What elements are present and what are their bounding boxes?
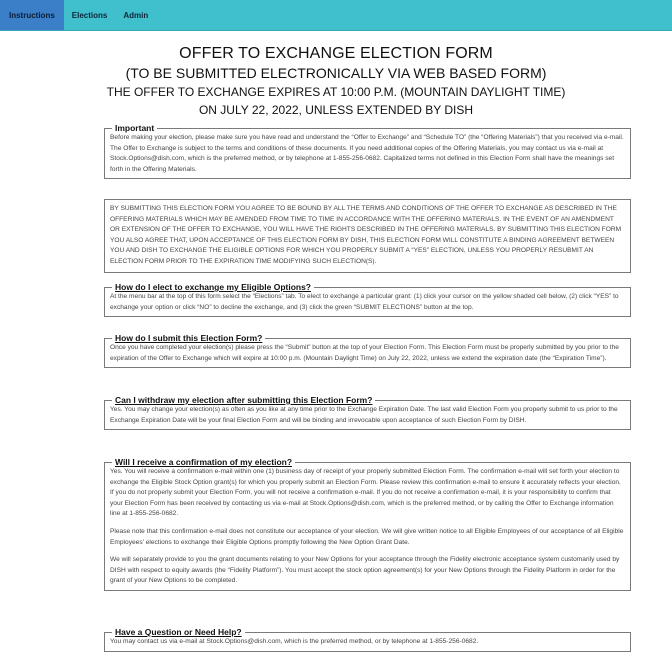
page-header — [0, 44, 672, 119]
tab-instructions[interactable]: Instructions — [0, 0, 64, 30]
how-elect-section — [104, 282, 631, 317]
how-elect-text: At the menu bar at the top of this form select the “Elections” tab. To elect to exchange a particular grant: (1) click your cursor on the yellow shaded cell below, (2) click “YES” to exchange your option or click “NO” to decline the exchange, and (3) click the green “SUBMIT ELECTIONS” button at the top. — [110, 293, 619, 311]
question-text: You may contact us via e-mail at Stock.Options@dish.com, which is the preferred method, or by telephone at 1-855-256-0682. — [110, 638, 479, 645]
confirmation-section — [104, 457, 631, 591]
top-menu-bar — [0, 0, 672, 31]
question-legend: Have a Question or Need Help? — [115, 627, 242, 637]
confirmation-text-1: Yes. You will receive a confirmation e-mail within one (1) business day of receipt of your properly submitted Election Form. The confirmation e-mail will set forth your election to exchange the Eligible Stock Option grant(s) for which you properly submit an Election Form. Please review this confirmation e-mail to ensure it accurately reflects your election. If you do not properly submit your Election Form, you will not receive a confirmation e-mail. If you do not receive a confirmation e-mail, it is your responsibility to confirm that your Election Form has been received by contacting us via e-mail at Stock.Options@dish.com, which is the preferred method, or by calling the Offer to Exchange information line at 1-855-256-0682. — [110, 468, 621, 518]
how-submit-legend: How do I submit this Election Form? — [115, 333, 263, 343]
agreement-text: BY SUBMITTING THIS ELECTION FORM YOU AGREE TO BE BOUND BY ALL THE TERMS AND CONDITIONS OF THE OFFER TO EXCHANGE AS DESCRIBED IN THE OFFERING MATERIALS WHICH MAY BE AMENDED FROM TIME TO TIME IN ACCORDANCE WITH THE OFFERING MATERIALS. IN THE EVENT OF AN AMENDMENT OR EXTENSION OF THE OFFER TO EXCHANGE, YOU WILL HAVE THE RIGHTS DESCRIBED IN THE OFFERING MATERIALS. BY SUBMITTING THIS ELECTION FORM YOU ALSO AGREE THAT, UPON ACCEPTANCE OF THIS ELECTION FORM BY DISH, THIS ELECTION FORM WILL CONSTITUTE A BINDING AGREEMENT BETWEEN YOU AND DISH TO EXCHANGE THE ELIGIBLE OPTIONS FOR WHICH YOU PROPERLY SUBMIT A “YES” ELECTION, UNLESS YOU PROPERLY RESUBMIT AN ELECTION FORM PRIOR TO THE EXPIRATION TIME MODIFYING SUCH ELECTION(S). — [110, 205, 622, 265]
page-title: OFFER TO EXCHANGE ELECTION FORM — [179, 45, 493, 62]
tab-elections[interactable]: Elections — [71, 10, 108, 20]
how-elect-legend: How do I elect to exchange my Eligible Options? — [115, 282, 312, 292]
confirmation-text-3: We will separately provide to you the grant documents relating to your New Options for your acceptance through the Fidelity electronic acceptance system customarily used by DISH with respect to equity awards (the “Fidelity Platform”). You must accept the stock option agreement(s) for your New Options through the Fidelity Platform in order for the grant of your New Options to be completed. — [110, 556, 620, 585]
how-submit-text: Once you have completed your election(s) please press the “Submit” button at the top of your Election Form. This Election Form must be properly submitted by you prior to the expiration of the Offer to Exchange which will expire at 10:00 p.m. (Mountain Daylight Time) on July 22, 2022, unless we extend the expiration date (the “Expiration Time”). — [110, 344, 619, 362]
important-text: Before making your election, please make sure you have read and understand the “Offer to Exchange” and “Schedule TO” (the “Offering Materials”) that you received via e-mail. The Offer to Exchange is subject to the terms and conditions of these documents. If you need additional copies of the Offering Materials, you may contact us via e-mail at Stock.Options@dish.com, which is the preferred method, or by telephone at 1-855-256-0682. Capitalized terms not defined in this Election Form shall have the meanings set forth in the Offering Materials. — [110, 134, 624, 173]
withdraw-legend: Can I withdraw my election after submitting this Election Form? — [115, 395, 373, 405]
page-subtitle: (TO BE SUBMITTED ELECTRONICALLY VIA WEB BASED FORM) — [125, 65, 547, 81]
confirmation-legend: Will I receive a confirmation of my election? — [115, 457, 293, 467]
withdraw-section — [104, 395, 631, 430]
expiry-line-2: ON JULY 22, 2022, UNLESS EXTENDED BY DISH — [198, 103, 474, 117]
withdraw-text: Yes. You may change your election(s) as often as you like at any time prior to the Exchange Expiration Date. The last valid Election Form you properly submit to us prior to the Exchange Expiration Date will be your final Election Form and will be binding and irrevocable upon acceptance of such Election Form by DISH. — [110, 406, 618, 424]
agreement-section — [104, 199, 631, 273]
tab-admin[interactable]: Admin — [123, 10, 149, 20]
confirmation-text-2: Please note that this confirmation e-mail does not constitute our acceptance of your election. We will give written notice to all Eligible Employees of our acceptance of all Eligible Employees' elections to exchange their Eligible Options promptly following the New Option Grant Date. — [110, 527, 624, 546]
question-section — [104, 627, 631, 652]
expiry-line-1: THE OFFER TO EXCHANGE EXPIRES AT 10:00 P.M. (MOUNTAIN DAYLIGHT TIME) — [106, 85, 566, 99]
important-section — [104, 123, 631, 179]
important-legend: Important — [115, 123, 155, 133]
how-submit-section — [104, 333, 631, 368]
